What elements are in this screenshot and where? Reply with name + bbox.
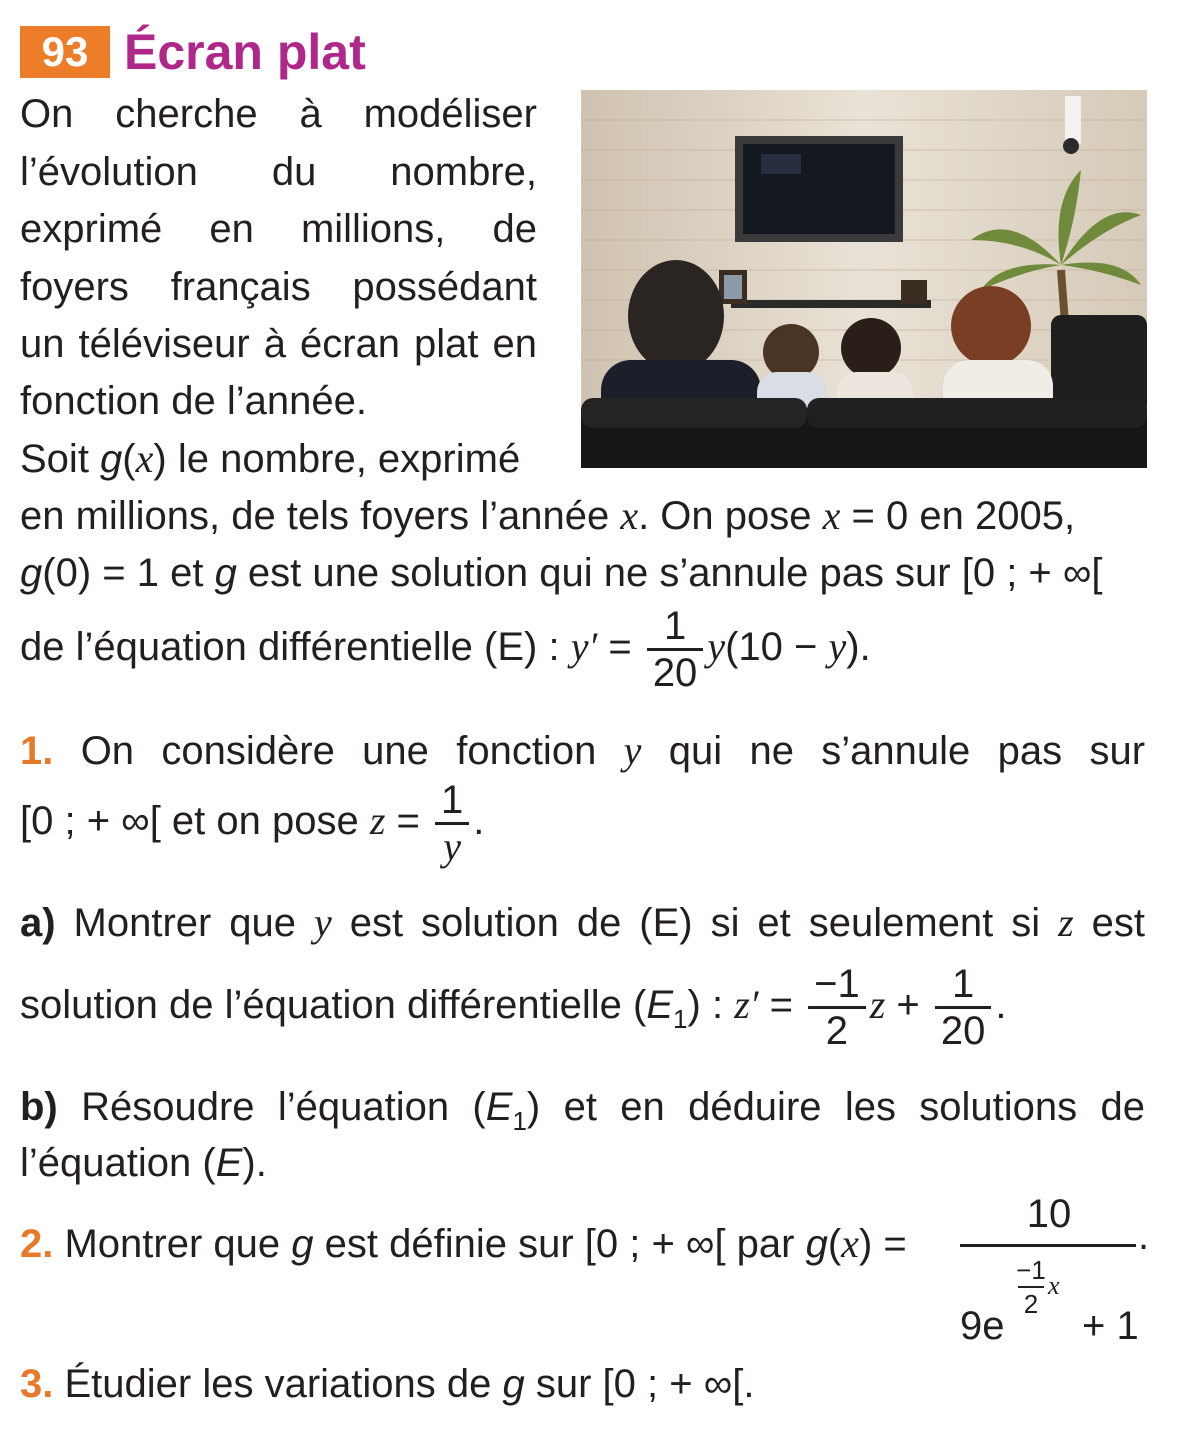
exercise-number-badge: 93 <box>20 26 110 78</box>
qa-line-2: solution de l’équation différentielle $(E_1)$ : z′ = $\frac{-1}{2}$ z + $\frac{1}{20}$ . <box>20 962 1007 1053</box>
intro-line-2: l’évolution du nombre, <box>20 150 537 194</box>
family-tv-photo <box>581 90 1147 468</box>
intro-line-3: exprimé en millions, de <box>20 207 537 251</box>
intro-line-6: fonction de l’année. <box>20 379 367 423</box>
q2-line: 2. Montrer que g est définie sur [0 ; + ∞[ par g(x) = <box>20 1221 907 1266</box>
intro-line-1: On cherche à modéliser <box>20 92 537 136</box>
q3-line: 3. Étudier les variations de g sur [0 ; + ∞[. <box>20 1362 755 1406</box>
g-fraction-bar <box>960 1244 1136 1247</box>
exponent-bar <box>1018 1286 1044 1288</box>
qa-line-1: a) Montrer que y est solution de (E) si et seulement si z est <box>20 900 1146 945</box>
intro-line-7: Soit g(x) le nombre, exprimé <box>20 436 521 481</box>
fraction-1-y: $\frac{1}{y}$ <box>435 778 469 869</box>
g-numerator: 10 <box>1026 1192 1072 1236</box>
g-denominator-base: 9e <box>960 1304 1005 1348</box>
g-denominator-plus-one: + 1 <box>1082 1304 1139 1348</box>
q1-line-2: [0 ; + ∞[ et on pose z = $\frac{1}{y}$ . <box>20 778 485 869</box>
g-formula-fraction <box>956 1190 1150 1352</box>
exponent-x: x <box>1048 1271 1060 1300</box>
fraction-1-20: $\frac{1}{20}$ <box>647 604 704 695</box>
fraction-minus1-2: $\frac{-1}{2}$ <box>808 962 866 1053</box>
q1-line-1: 1. On considère une fonction y qui ne s’annule pas sur <box>20 728 1146 773</box>
qb-line-1: b) Résoudre l’équation $(E_1)$ et en déduire les solutions de <box>20 1085 1145 1136</box>
exponent-numerator: −1 <box>1016 1255 1046 1285</box>
qb-line-2: l’équation (E). <box>20 1141 267 1185</box>
intro-line-9: g(0) = 1 et g est une solution qui ne s’annule pas sur [0 ; + ∞[ <box>20 551 1103 595</box>
exercise-title: Écran plat <box>124 24 366 80</box>
intro-equation-line: de l’équation différentielle (E) : y′ = $\frac{1}{20}$ y(10 − y). <box>20 604 871 695</box>
exponent-denominator: 2 <box>1023 1289 1039 1319</box>
intro-line-8: en millions, de tels foyers l’année x. On pose x = 0 en 2005, <box>20 493 1076 538</box>
fraction-1-20-b: $\frac{1}{20}$ <box>935 962 992 1053</box>
g-end-dot: . <box>1138 1214 1150 1258</box>
intro-line-4: foyers français possédant <box>20 265 537 309</box>
intro-line-5: un téléviseur à écran plat en <box>20 322 537 366</box>
